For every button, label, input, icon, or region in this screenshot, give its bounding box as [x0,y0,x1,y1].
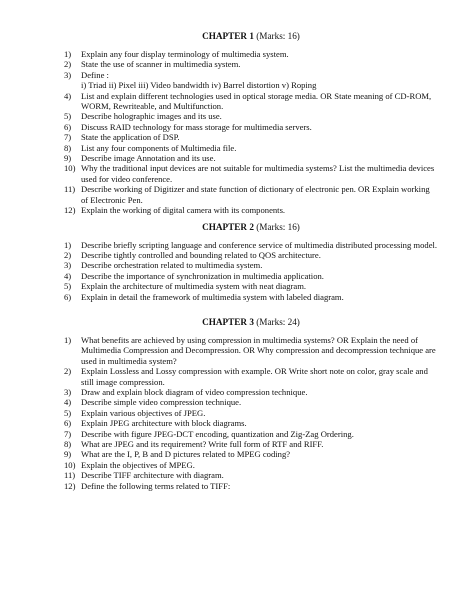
list-item [64,70,438,91]
question-number: 5) [64,407,72,418]
question-text: Explain the objectives of MPEG. [81,459,195,470]
list-item [64,439,438,449]
question-text: Describe TIFF architecture with diagram. [81,470,224,481]
list-item [64,122,438,132]
list-item [64,366,438,387]
question-text: Discuss RAID technology for mass storage for multimedia servers. [81,121,312,132]
chapter-3-heading [64,317,438,328]
list-item [64,250,438,260]
question-text: What are the I, P, B and D pictures related to MPEG coding? [81,449,291,460]
question-number: 11) [64,184,76,195]
question-number: 1) [64,239,72,250]
question-text: Define the following terms related to TIFF: [81,480,231,491]
question-number: 9) [64,449,72,460]
list-item [64,397,438,407]
question-number: 1) [64,334,72,345]
chapter-1-questions [64,49,438,216]
question-number: 6) [64,418,72,429]
question-number: 8) [64,439,72,449]
list-item [64,271,438,281]
chapter-3-title: CHAPTER 3 [202,316,254,327]
chapter-2-title: CHAPTER 2 [202,221,254,232]
question-text: What are JPEG and its requirement? Write full form of RTF and RIFF. [81,439,324,449]
list-item [64,59,438,69]
question-text: Describe simple video compression technique. [81,397,242,408]
question-number: 4) [64,90,72,101]
question-number: 7) [64,428,72,439]
question-number: 6) [64,121,72,132]
question-number: 1) [64,49,72,59]
question-number: 12) [64,480,76,491]
question-number: 4) [64,397,72,408]
list-item [64,460,438,470]
question-text: Explain various objectives of JPEG. [81,407,206,418]
question-text-group [81,70,438,91]
question-number: 3) [64,260,72,271]
list-item [64,184,438,205]
question-text: Describe holographic images and its use. [81,111,222,122]
list-item [64,153,438,163]
question-text: Explain Lossless and Lossy compression with example. OR Write short note on color, gray scale and still image compression. [81,366,428,387]
question-number: 12) [64,205,76,216]
chapter-1-marks: (Marks: 16) [256,31,300,41]
question-number: 11) [64,470,76,481]
chapter-2-heading [64,222,438,233]
question-number: 2) [64,59,72,70]
list-item [64,481,438,491]
list-item [64,143,438,153]
list-item [64,163,438,184]
question-text: Draw and explain block diagram of video compression technique. [81,386,308,397]
question-text: Explain JPEG architecture with block diagrams. [81,418,247,429]
chapter-2-questions [64,240,438,302]
list-item [64,111,438,121]
question-text: Describe the importance of synchronization in multimedia application. [81,270,324,281]
question-text: Why the traditional input devices are not suitable for multimedia systems? List the multimedia devices used for video conference. [81,163,435,184]
question-number: 5) [64,111,72,122]
chapter-1-title: CHAPTER 1 [202,31,254,41]
question-number: 10) [64,163,76,174]
list-item [64,470,438,480]
list-item [64,91,438,112]
list-item [64,418,438,428]
chapter-1-heading [64,31,438,42]
question-number: 2) [64,249,72,260]
list-item [64,281,438,291]
question-text: Describe orchestration related to multimedia system. [81,260,263,271]
question-text: Explain the working of digital camera with its components. [81,205,286,216]
question-text: List and explain different technologies used in optical storage media. OR State meaning of CD-ROM, WORM, Rewriteable, and Multifunction. [81,90,432,112]
question-number: 10) [64,459,76,470]
question-text: Describe working of Digitizer and state function of dictionary of electronic pen. OR Explain working of Electronic Pen. [81,184,430,205]
question-number: 5) [64,281,72,292]
question-number: 4) [64,270,72,281]
chapter-2 [64,222,438,302]
chapter-2-marks: (Marks: 16) [256,221,300,232]
list-item [64,132,438,142]
question-subitems: i) Triad ii) Pixel iii) Video bandwidth iv) Barrel distortion v) Roping [81,80,317,91]
list-item [64,205,438,215]
list-item [64,49,438,59]
question-text: Define : [81,69,109,80]
question-number: 8) [64,142,72,153]
list-item [64,292,438,302]
list-item [64,449,438,459]
question-text: State the use of scanner in multimedia system. [81,59,241,70]
list-item [64,429,438,439]
question-text: Describe with figure JPEG-DCT encoding, quantization and Zig-Zag Ordering. [81,428,354,439]
list-item [64,335,438,366]
list-item [64,408,438,418]
question-text: Explain the architecture of multimedia system with neat diagram. [81,281,307,292]
question-number: 3) [64,69,72,80]
question-text: Describe image Annotation and its use. [81,153,216,164]
question-number: 9) [64,153,72,164]
chapter-3 [64,317,438,491]
question-text: Describe briefly scripting language and conference service of multimedia distributed processing model. [81,239,438,250]
chapter-1 [64,31,438,216]
question-text: Explain any four display terminology of multimedia system. [81,49,289,59]
chapter-3-questions [64,335,438,491]
question-text: What benefits are achieved by using compression in multimedia systems? OR Explain the need of Multimedia Compression and Decompression. OR Why compression and decompression technique are used in multimedia system? [81,334,436,366]
list-item [64,240,438,250]
question-text: Explain in detail the framework of multimedia system with labeled diagram. [81,291,344,302]
question-text: List any four components of Multimedia file. [81,142,237,153]
question-number: 7) [64,132,72,143]
question-number: 6) [64,291,72,302]
question-text: Describe tightly controlled and bounding related to QOS architecture. [81,249,321,260]
list-item [64,260,438,270]
list-item [64,387,438,397]
chapter-3-marks: (Marks: 24) [256,316,300,327]
question-text: State the application of DSP. [81,132,180,143]
question-number: 2) [64,366,72,377]
question-number: 3) [64,386,72,397]
